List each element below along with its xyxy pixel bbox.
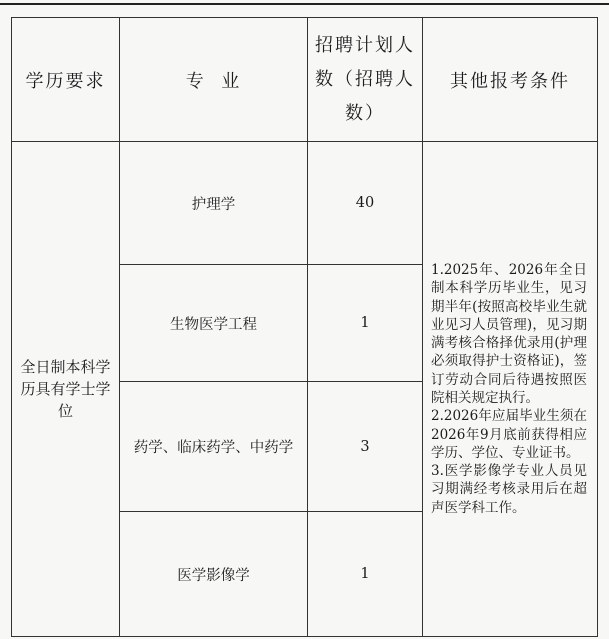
condition-item: 1.2025年、2026年全日制本科学历毕业生，见习期半年(按照高校毕业生就业见习人员管理)，见习期满考核合格择优录用(护理必须取得护士资格证)，签订劳动合同后待遇按照医院相关规定执行。 bbox=[431, 261, 587, 406]
header-plan: 招聘计划人数（招聘人数） bbox=[308, 18, 423, 142]
count-cell: 40 bbox=[308, 142, 423, 265]
count-cell: 1 bbox=[308, 512, 423, 637]
table-row bbox=[12, 142, 598, 265]
recruitment-table bbox=[11, 17, 598, 637]
education-requirement: 全日制本科学历具有学士学位 bbox=[12, 142, 120, 637]
major-cell: 医学影像学 bbox=[120, 512, 308, 637]
condition-item: 2.2026年应届毕业生须在2026年9月底前获得相应学历、学位、专业证书。 bbox=[431, 408, 587, 461]
other-conditions bbox=[423, 142, 598, 637]
header-row bbox=[12, 18, 598, 142]
major-cell: 生物医学工程 bbox=[120, 265, 308, 382]
major-cell: 护理学 bbox=[120, 142, 308, 265]
count-cell: 3 bbox=[308, 382, 423, 512]
header-education: 学历要求 bbox=[12, 18, 120, 142]
header-major: 专 业 bbox=[120, 18, 308, 142]
major-cell: 药学、临床药学、中药学 bbox=[120, 382, 308, 512]
top-rule bbox=[0, 3, 609, 5]
condition-item: 3.医学影像学专业人员见习期满经考核录用后在超声医学科工作。 bbox=[431, 463, 587, 516]
count-cell: 1 bbox=[308, 265, 423, 382]
header-other: 其他报考条件 bbox=[423, 18, 598, 142]
